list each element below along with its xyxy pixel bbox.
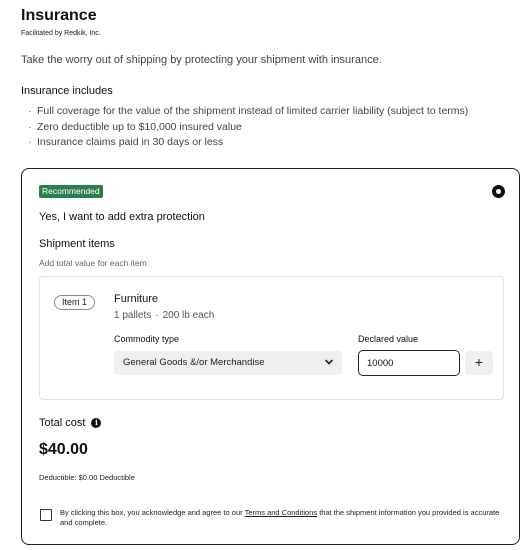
total-cost-label: [39, 417, 101, 429]
includes-title: Insurance includes: [21, 85, 113, 97]
item-name: Furniture: [114, 293, 159, 305]
agreement-pre: By clicking this box, you acknowledge and agree to our: [60, 508, 245, 517]
deductible-text: Deductible: $0.00 Deductible: [39, 473, 135, 482]
facilitated-by: Facilitated by Redkik, Inc.: [21, 30, 101, 37]
page-title: Insurance: [21, 7, 97, 24]
shipment-items-title: Shipment items: [39, 238, 115, 250]
total-price: $40.00: [39, 441, 88, 458]
list-item: · Insurance claims paid in 30 days or less: [28, 135, 468, 151]
add-item-button[interactable]: +: [465, 351, 493, 375]
intro-text: Take the worry out of shipping by protecting your shipment with insurance.: [21, 54, 382, 66]
agreement-text: [60, 508, 500, 528]
info-icon[interactable]: i: [91, 418, 101, 428]
item-pill: Item 1: [54, 295, 95, 310]
list-item: · Zero deductible up to $10,000 insured value: [28, 120, 468, 136]
declared-value-input[interactable]: [358, 350, 460, 376]
list-item: · Full coverage for the value of the shipment instead of limited carrier liability (subject to terms): [28, 104, 468, 120]
chevron-down-icon: [324, 357, 334, 367]
item-weight: 200 lb each: [162, 310, 215, 321]
agree-checkbox[interactable]: [40, 509, 52, 521]
terms-link[interactable]: Terms and Conditions: [244, 508, 318, 517]
item-meta: [114, 310, 214, 321]
item-box: [39, 276, 504, 400]
shipment-items-subtitle: Add total value for each item: [39, 258, 147, 268]
commodity-type-select[interactable]: [114, 351, 342, 375]
insurance-option-card[interactable]: [21, 168, 520, 545]
option-radio[interactable]: [492, 185, 505, 198]
item-pallets: 1 pallets: [114, 310, 152, 321]
commodity-type-label: Commodity type: [114, 334, 180, 344]
radio-dot: [496, 189, 501, 194]
includes-list: [28, 104, 468, 151]
option-label: Yes, I want to add extra protection: [39, 211, 205, 223]
recommended-badge: Recommended: [39, 185, 103, 198]
agreement-post: that the shipment information you provided is accurate and complete.: [60, 508, 500, 527]
total-cost-text: Total cost: [39, 417, 86, 429]
item-meta-separator: ·: [155, 310, 159, 321]
declared-value-label: Declared value: [358, 334, 419, 344]
commodity-type-value: General Goods &/or Merchandise: [123, 357, 265, 368]
